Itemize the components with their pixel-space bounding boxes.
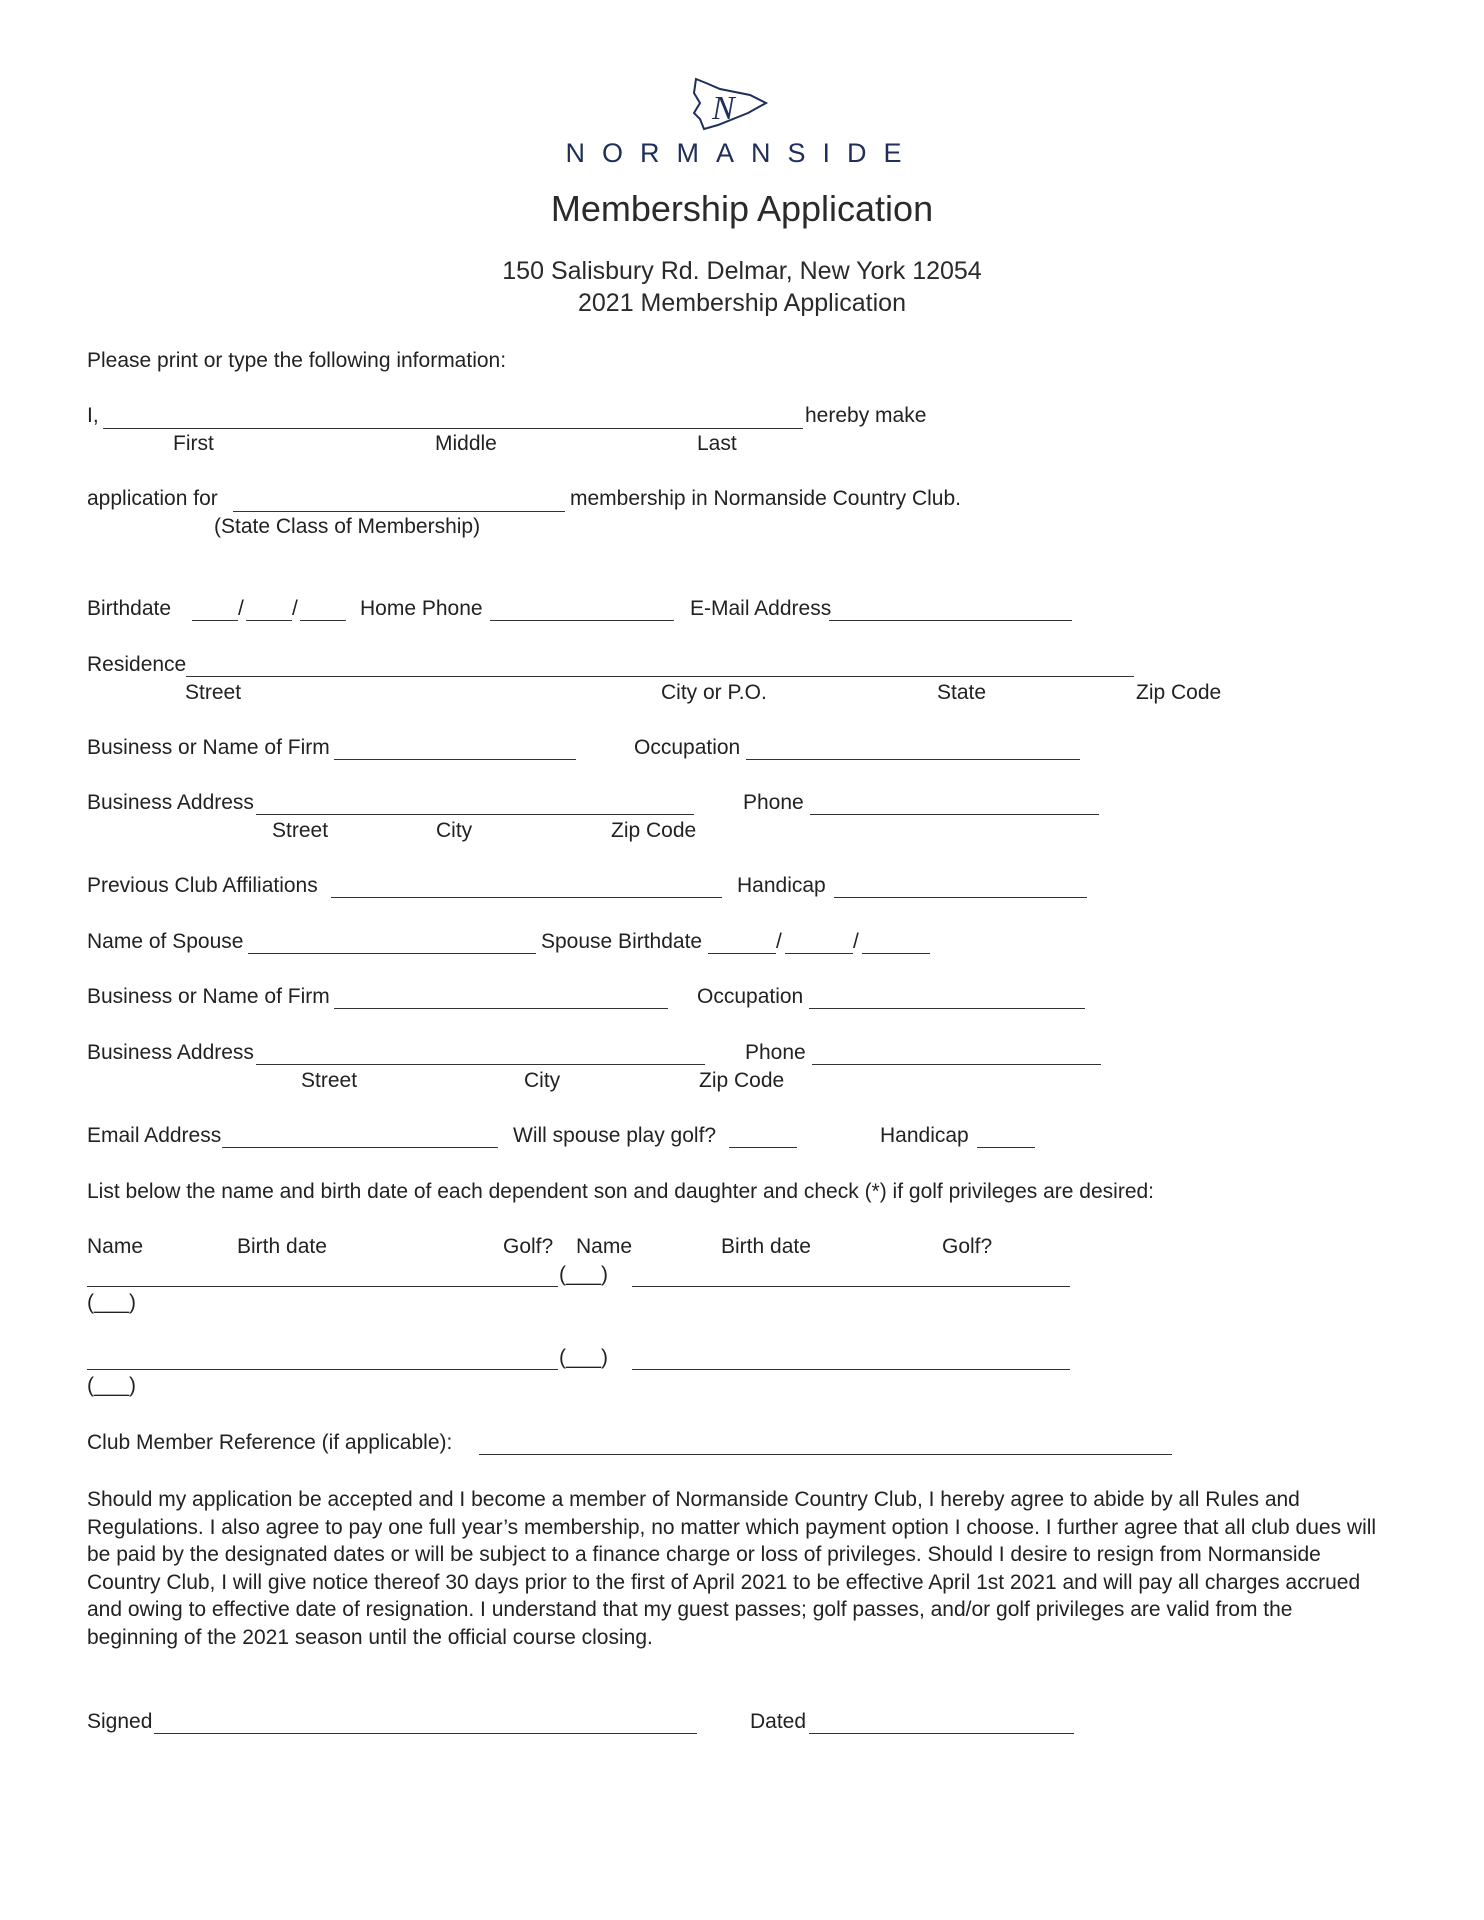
residence-zip-caption: Zip Code [1136, 681, 1222, 704]
spouse-business-phone-field[interactable] [812, 1064, 1101, 1065]
reference-field[interactable] [479, 1454, 1172, 1455]
spouse-email-field[interactable] [222, 1147, 498, 1148]
membership-class-field[interactable] [233, 511, 565, 512]
dependent-2-field[interactable] [632, 1286, 1070, 1287]
occupation-field[interactable] [746, 759, 1080, 760]
dependent-name-header-2: Name [576, 1235, 633, 1258]
dated-label: Dated [750, 1710, 807, 1733]
residence-street-caption: Street [185, 681, 242, 704]
intro-text: Please print or type the following information: [87, 349, 507, 372]
dependent-golf-header-2: Golf? [942, 1235, 993, 1258]
email-field[interactable] [829, 620, 1072, 621]
previous-club-label: Previous Club Affiliations [87, 874, 318, 897]
dependent-4-golf-check[interactable]: (___) [87, 1374, 137, 1397]
dependent-4-field[interactable] [632, 1369, 1070, 1370]
previous-club-field[interactable] [331, 897, 722, 898]
dependents-instruction: List below the name and birth date of each dependent son and daughter and check (*) if golf privileges are desired: [87, 1180, 1155, 1203]
business-city-caption: City [436, 819, 473, 842]
full-name-field[interactable] [103, 428, 803, 429]
residence-label: Residence [87, 653, 187, 676]
spouse-handicap-field[interactable] [977, 1147, 1035, 1148]
dependent-3-golf-check[interactable]: (___) [559, 1346, 609, 1369]
residence-field[interactable] [186, 676, 1134, 677]
membership-class-hint: (State Class of Membership) [214, 515, 481, 538]
application-prefix: application for [87, 487, 218, 510]
normanside-arrowhead-logo-icon [690, 75, 770, 133]
business-phone-field[interactable] [810, 814, 1099, 815]
reference-label: Club Member Reference (if applicable): [87, 1431, 453, 1454]
firm-label: Business or Name of Firm [87, 736, 330, 759]
dependent-name-header: Name [87, 1235, 144, 1258]
club-address: 150 Salisbury Rd. Delmar, New York 12054 [502, 257, 982, 285]
last-name-caption: Last [697, 432, 737, 455]
email-label: E-Mail Address [690, 597, 832, 620]
dependent-golf-header: Golf? [503, 1235, 554, 1258]
date-slash: / [776, 930, 782, 953]
dependent-birth-header-2: Birth date [721, 1235, 811, 1258]
firm-field[interactable] [334, 759, 576, 760]
birthdate-month-field[interactable] [192, 620, 238, 621]
dependent-1-golf-check[interactable]: (___) [559, 1263, 609, 1286]
spouse-business-city-caption: City [524, 1069, 561, 1092]
spouse-email-label: Email Address [87, 1124, 222, 1147]
home-phone-field[interactable] [490, 620, 674, 621]
spouse-birth-month-field[interactable] [708, 953, 776, 954]
spouse-handicap-label: Handicap [880, 1124, 969, 1147]
spouse-firm-label: Business or Name of Firm [87, 985, 330, 1008]
handicap-label: Handicap [737, 874, 826, 897]
spouse-birth-year-field[interactable] [862, 953, 930, 954]
handicap-field[interactable] [834, 897, 1087, 898]
middle-name-caption: Middle [435, 432, 497, 455]
dependent-2-golf-check[interactable]: (___) [87, 1291, 137, 1314]
spouse-business-address-field[interactable] [256, 1064, 705, 1065]
spouse-occupation-label: Occupation [697, 985, 804, 1008]
svg-text:N: N [712, 90, 735, 127]
residence-state-caption: State [937, 681, 987, 704]
spouse-name-label: Name of Spouse [87, 930, 244, 953]
occupation-label: Occupation [634, 736, 741, 759]
business-phone-label: Phone [743, 791, 804, 814]
date-slash: / [853, 930, 859, 953]
date-slash: / [292, 597, 298, 620]
business-address-field[interactable] [256, 814, 694, 815]
dependent-3-field[interactable] [87, 1369, 558, 1370]
spouse-golf-label: Will spouse play golf? [513, 1124, 717, 1147]
signature-field[interactable] [154, 1733, 697, 1734]
home-phone-label: Home Phone [360, 597, 483, 620]
dependent-birth-header: Birth date [237, 1235, 327, 1258]
residence-city-caption: City or P.O. [661, 681, 767, 704]
birthdate-day-field[interactable] [246, 620, 292, 621]
spouse-firm-field[interactable] [334, 1008, 668, 1009]
birthdate-label: Birthdate [87, 597, 172, 620]
business-street-caption: Street [272, 819, 329, 842]
spouse-business-address-label: Business Address [87, 1041, 254, 1064]
signed-label: Signed [87, 1710, 153, 1733]
spouse-business-street-caption: Street [301, 1069, 358, 1092]
agreement-paragraph: Should my application be accepted and I become a member of Normanside Country Club, I hereby agree to abide by all Rules and Regulations. I also agree to pay one full year’s membership, no matter which payment option I choose. I further agree that all club dues will be paid by the designated dates or will be subject to a finance charge or loss of privileges. Should I desire to resign from Normanside Country Club, I will give notice thereof 30 days prior to the first of April 2021 to be effective April 1st 2021 and will pay all charges accrued and owing to effective date of resignation. I understand that my guest passes; golf passes, and/or golf privileges are valid from the beginning of the 2021 season until the official course closing. [87, 1488, 1377, 1649]
logo-wordmark: NORMANSIDE [565, 138, 919, 168]
business-address-label: Business Address [87, 791, 254, 814]
first-name-caption: First [173, 432, 214, 455]
application-suffix: membership in Normanside Country Club. [570, 487, 961, 510]
spouse-birthdate-label: Spouse Birthdate [541, 930, 703, 953]
spouse-golf-field[interactable] [729, 1147, 797, 1148]
birthdate-year-field[interactable] [300, 620, 346, 621]
spouse-business-phone-label: Phone [745, 1041, 806, 1064]
name-prefix: I, [87, 404, 99, 427]
spouse-name-field[interactable] [248, 953, 536, 954]
date-field[interactable] [809, 1733, 1074, 1734]
page-title: Membership Application [550, 188, 934, 229]
spouse-business-zip-caption: Zip Code [699, 1069, 785, 1092]
form-subtitle: 2021 Membership Application [578, 289, 906, 317]
dependent-1-field[interactable] [87, 1286, 558, 1287]
spouse-occupation-field[interactable] [809, 1008, 1085, 1009]
business-zip-caption: Zip Code [611, 819, 697, 842]
name-suffix: hereby make [805, 404, 927, 427]
date-slash: / [238, 597, 244, 620]
spouse-birth-day-field[interactable] [785, 953, 853, 954]
